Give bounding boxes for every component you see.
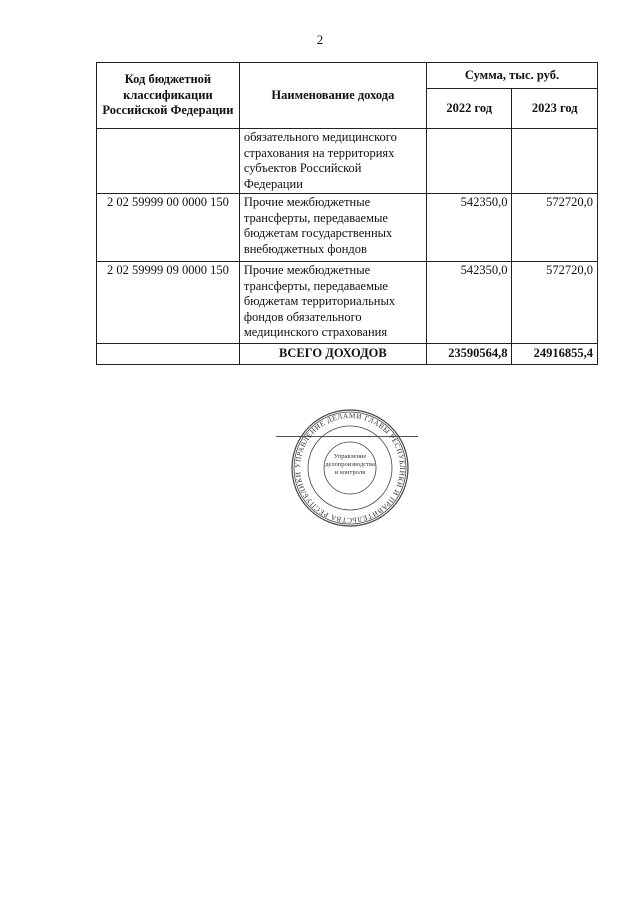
header-code: Код бюджетной классификации Российской Федерации xyxy=(97,63,240,129)
row-2023: 572720,0 xyxy=(512,262,598,344)
row-code: 2 02 59999 09 0000 150 xyxy=(97,262,240,344)
table-row xyxy=(97,194,598,262)
row-name: Прочие межбюджетные трансферты, передаваемые бюджетам государственных внебюджетных фондов xyxy=(239,194,426,262)
header-name: Наименование дохода xyxy=(239,63,426,129)
row-2023 xyxy=(512,129,598,194)
header-sum: Сумма, тыс. руб. xyxy=(426,63,597,89)
row-name: обязательного медицинского страхования на территориях субъектов Российской Федерации xyxy=(239,129,426,194)
row-2022: 542350,0 xyxy=(426,194,512,262)
total-2023: 24916855,4 xyxy=(512,344,598,365)
header-year-2023: 2023 год xyxy=(512,89,598,129)
total-row xyxy=(97,344,598,365)
row-2022 xyxy=(426,129,512,194)
row-name: Прочие межбюджетные трансферты, передаваемые бюджетам территориальных фондов обязательного медицинского страхования xyxy=(239,262,426,344)
revenue-table xyxy=(96,62,598,365)
row-code: 2 02 59999 00 0000 150 xyxy=(97,194,240,262)
total-code xyxy=(97,344,240,365)
stamp-center-text: Управление делопроизводства и контроля xyxy=(325,453,375,476)
row-code xyxy=(97,129,240,194)
official-stamp xyxy=(270,408,430,528)
row-2023: 572720,0 xyxy=(512,194,598,262)
table-row xyxy=(97,262,598,344)
page-number: 2 xyxy=(316,32,324,47)
row-2022: 542350,0 xyxy=(426,262,512,344)
header-year-2022: 2022 год xyxy=(426,89,512,129)
stamp-outer-text: УПРАВЛЕНИЕ ДЕЛАМИ ГЛАВЫ РЕСПУБЛИКИ И ПРАВИТЕЛЬСТВА РЕСПУБЛИКИ xyxy=(293,411,407,525)
table-row xyxy=(97,129,598,194)
total-label: ВСЕГО ДОХОДОВ xyxy=(239,344,426,365)
total-2022: 23590564,8 xyxy=(426,344,512,365)
stamp-icon xyxy=(270,408,430,528)
